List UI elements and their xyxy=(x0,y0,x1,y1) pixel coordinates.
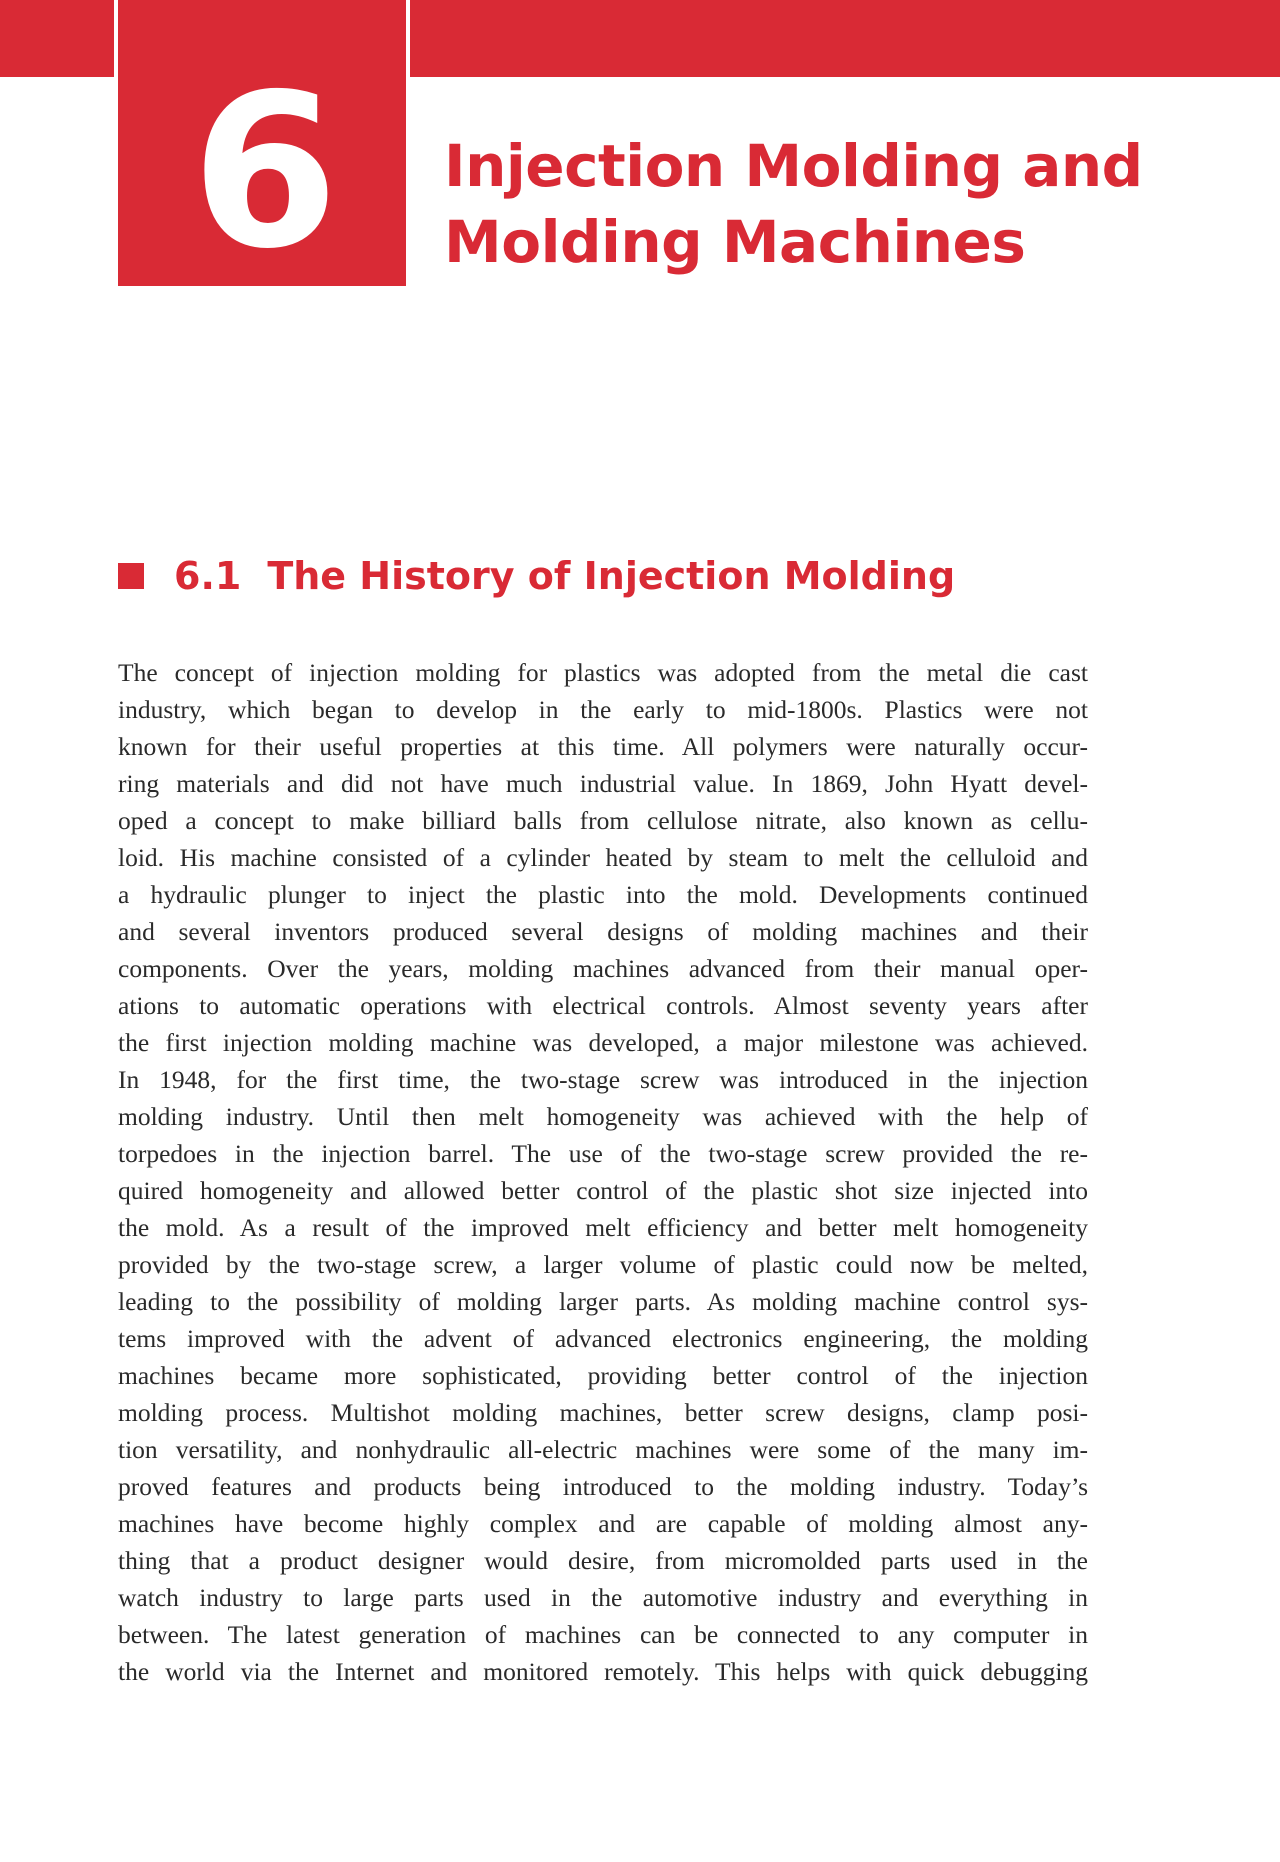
body-line: the world via the Internet and monitored remotely. This helps with quick debugging xyxy=(118,1657,1088,1686)
chapter-title xyxy=(444,128,1143,280)
chapter-number: 6 xyxy=(191,48,333,295)
body-line: proved features and products being introduced to the molding industry. Today’s xyxy=(118,1472,1088,1501)
section-bullet-icon xyxy=(118,563,144,589)
body-line: quired homogeneity and allowed better control of the plastic shot size injected into xyxy=(118,1176,1088,1205)
chapter-title-line-2: Molding Machines xyxy=(444,208,1026,276)
body-line: and several inventors produced several designs of molding machines and their xyxy=(118,917,1088,946)
body-line: The concept of injection molding for plastics was adopted from the metal die cast xyxy=(118,658,1088,687)
body-line: tems improved with the advent of advanced electronics engineering, the molding xyxy=(118,1324,1088,1353)
body-line: molding industry. Until then melt homogeneity was achieved with the help of xyxy=(118,1102,1088,1131)
header-bar-right xyxy=(410,0,1280,77)
body-line: provided by the two-stage screw, a larger volume of plastic could now be melted, xyxy=(118,1250,1088,1279)
body-paragraph xyxy=(118,654,1088,1690)
body-line: molding process. Multishot molding machines, better screw designs, clamp posi- xyxy=(118,1398,1088,1427)
body-line: oped a concept to make billiard balls from cellulose nitrate, also known as cellu- xyxy=(118,806,1088,835)
section-heading xyxy=(118,548,955,604)
body-line: the first injection molding machine was developed, a major milestone was achieved. xyxy=(118,1028,1088,1057)
body-line: watch industry to large parts used in the automotive industry and everything in xyxy=(118,1583,1088,1612)
body-line: machines became more sophisticated, providing better control of the injection xyxy=(118,1361,1088,1390)
body-line: tion versatility, and nonhydraulic all-electric machines were some of the many im- xyxy=(118,1435,1088,1464)
body-line: ations to automatic operations with electrical controls. Almost seventy years after xyxy=(118,991,1088,1020)
section-title: The History of Injection Molding xyxy=(267,554,956,598)
body-line: industry, which began to develop in the early to mid-1800s. Plastics were not xyxy=(118,695,1088,724)
body-line: torpedoes in the injection barrel. The use of the two-stage screw provided the re- xyxy=(118,1139,1088,1168)
chapter-title-line-1: Injection Molding and xyxy=(444,132,1143,200)
section-number: 6.1 xyxy=(174,554,242,598)
body-line: thing that a product designer would desire, from micromolded parts used in the xyxy=(118,1546,1088,1575)
body-line: between. The latest generation of machines can be connected to any computer in xyxy=(118,1620,1088,1649)
body-line: loid. His machine consisted of a cylinder heated by steam to melt the celluloid and xyxy=(118,843,1088,872)
body-line: known for their useful properties at this time. All polymers were naturally occur- xyxy=(118,732,1088,761)
body-line: machines have become highly complex and are capable of molding almost any- xyxy=(118,1509,1088,1538)
chapter-number-box xyxy=(118,0,406,295)
body-line: the mold. As a result of the improved melt efficiency and better melt homogeneity xyxy=(118,1213,1088,1242)
body-line: a hydraulic plunger to inject the plastic into the mold. Developments continued xyxy=(118,880,1088,909)
body-line: In 1948, for the first time, the two-stage screw was introduced in the injection xyxy=(118,1065,1088,1094)
body-line: leading to the possibility of molding larger parts. As molding machine control sys- xyxy=(118,1287,1088,1316)
header-bar-left xyxy=(0,0,114,77)
body-line: components. Over the years, molding machines advanced from their manual oper- xyxy=(118,954,1088,983)
body-line: ring materials and did not have much industrial value. In 1869, John Hyatt devel- xyxy=(118,769,1088,798)
